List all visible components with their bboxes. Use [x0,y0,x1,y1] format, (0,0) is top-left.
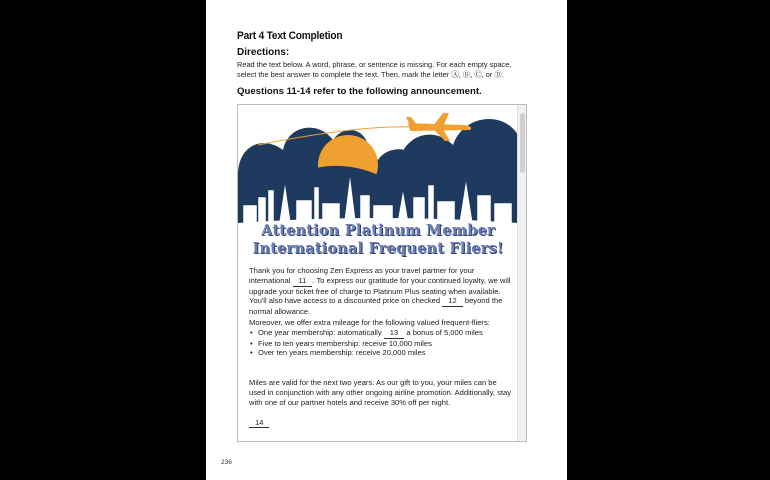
blank-14: 14 [249,418,269,428]
announcement-heading-line2: International Frequent Fliers! [252,240,504,257]
travel-banner-illustration [238,105,518,230]
announcement-frame[interactable] [237,104,527,442]
bullet1-part-a: One year membership: automatically [258,327,382,337]
directions-label: Directions: [237,47,290,58]
bullet1-part-b: a bonus of 5,000 miles [406,327,483,337]
list-item: • Over ten years membership: receive 20,000 miles [258,348,511,358]
paragraph-2 [249,318,511,358]
mileage-list [249,328,511,358]
blank-14-wrapper [249,418,269,428]
paragraph-3: Miles are valid for the next two years. As our gift to you, your miles can be used in conjunction with any other ongoing airline promotion. Additionally, stay with one of our partner hotels and receive 30% off per night. [249,378,512,407]
announcement-heading-line1: Attention Platinum Member [261,222,495,239]
directions-text [237,60,532,80]
list-item: • Five to ten years membership: receive 10,000 miles [258,339,511,349]
blank-13: 13 [384,328,404,339]
paragraph-1 [249,266,511,317]
answer-letters: Ⓐ, Ⓑ, Ⓒ, or Ⓓ. [451,70,504,79]
blank-12: 12 [442,296,462,307]
section-title: Part 4 Text Completion [237,30,343,42]
blank-11: 11 [293,276,313,287]
p1-part-c: beyond the normal allowance. [249,296,503,317]
questions-heading: Questions 11-14 refer to the following announcement. [237,86,482,97]
p1-part-a: Thank you for choosing Zen Express as your travel partner for your international [249,266,475,285]
p2-intro: Moreover, we offer extra mileage for the following valued frequent-fliers: [249,318,490,327]
directions-body: Read the text below. A word, phrase, or sentence is missing. For each empty space, select the best answer to complete the text. Then, mark the letter [237,60,512,79]
page-number: 236 [221,459,232,466]
scrollbar[interactable] [517,105,526,441]
book-page [206,0,567,480]
p1-part-b: . To express our gratitude for your continued loyalty, we will upgrade your ticket free of charge to Platinum Plus seating when available. You'll also have access to a discounted price on checked [249,275,511,306]
scrollbar-thumb[interactable] [520,113,525,173]
list-item [258,328,511,339]
